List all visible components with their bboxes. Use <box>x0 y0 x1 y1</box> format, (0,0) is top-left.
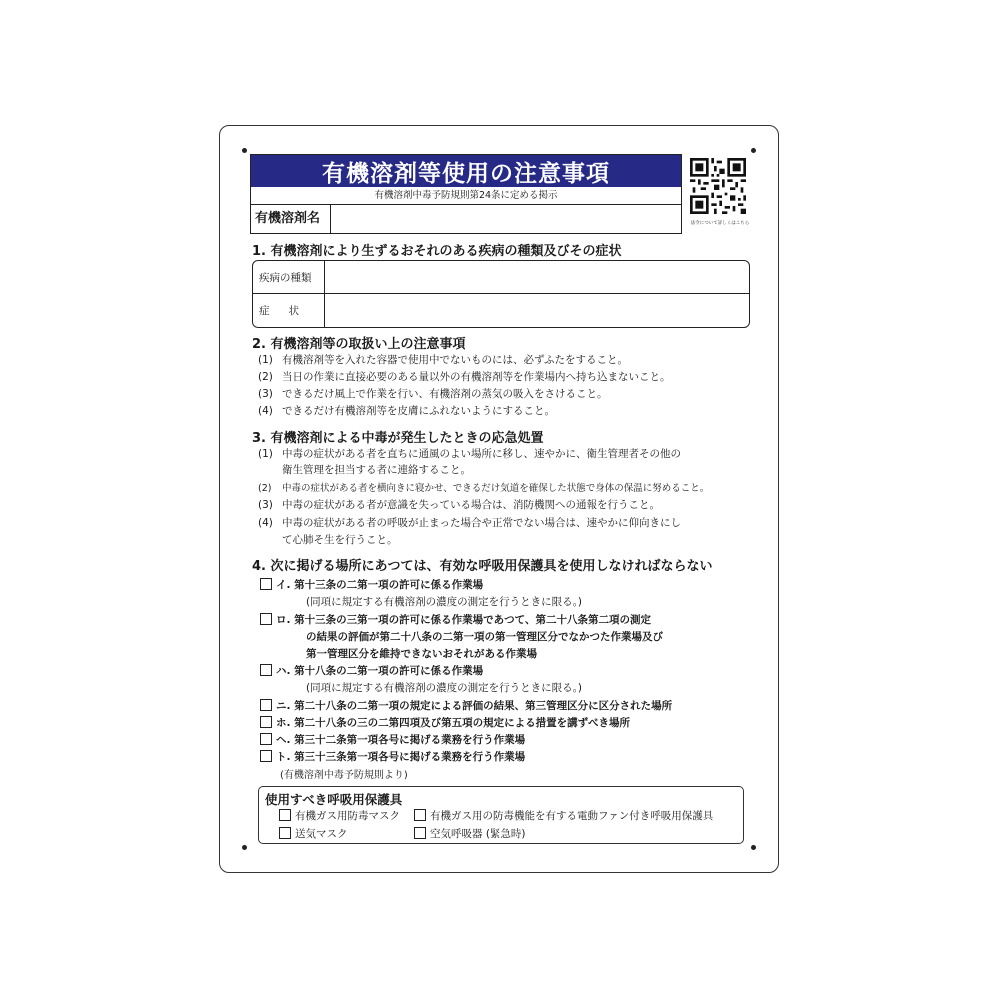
checkbox[interactable] <box>260 699 272 711</box>
notice-sign <box>219 125 779 873</box>
checklist-item-i: イ. 第十三条の二第一項の許可に係る作業場 <box>260 577 483 592</box>
checklist-item-ro: ロ. 第十三条の三第一項の許可に係る作業場であつて、第二十八条第二項の測定 <box>260 612 651 627</box>
list-item: (2) 当日の作業に直接必要のある量以外の有機溶剤等を作業場内へ持ち込まないこと。 <box>258 371 671 383</box>
list-item: (3) 中毒の症状がある者が意識を失っている場合は、消防機関への通報を行うこと。 <box>258 499 660 511</box>
list-item-continued: て心肺そ生を行うこと。 <box>282 534 398 546</box>
ppe-option: 有機ガス用防毒マスク <box>279 808 400 823</box>
sign-header <box>250 154 682 234</box>
subtitle: 有機溶剤中毒予防規則第24条に定める掲示 <box>251 188 681 205</box>
mounting-hole <box>242 845 247 850</box>
list-item-continued: 衛生管理を担当する者に連絡すること。 <box>282 464 471 476</box>
checkbox[interactable] <box>260 664 272 676</box>
list-item: (4) 中毒の症状がある者の呼吸が止まった場合や正常でない場合は、速やかに仰向きにし <box>258 517 681 529</box>
section3-heading: 3. 有機溶剤による中毒が発生したときの応急処置 <box>252 431 544 446</box>
disease-row <box>253 261 749 294</box>
symptom-row <box>253 293 749 327</box>
checklist-item-ni: ニ. 第二十八条の二第一項の規定による評価の結果、第三管理区分に区分された場所 <box>260 698 672 713</box>
source-note: (有機溶剤中毒予防規則より) <box>280 770 408 781</box>
section4-heading: 4. 次に掲げる場所にあつては、有効な呼吸用保護具を使用しなければならない <box>252 559 713 574</box>
checklist-item-ha: ハ. 第十八条の二第一項の許可に係る作業場 <box>260 663 483 678</box>
list-item: (4) できるだけ有機溶剤等を皮膚にふれないようにすること。 <box>258 405 555 417</box>
checklist-item-ho: ホ. 第二十八条の三の二第四項及び第五項の規定による措置を講ずべき場所 <box>260 715 630 730</box>
mounting-hole <box>242 148 247 153</box>
checklist-item-he: ヘ. 第三十二条第一項各号に掲げる業務を行う作業場 <box>260 732 525 747</box>
checkbox[interactable] <box>260 733 272 745</box>
disease-label: 疾病の種類 <box>253 261 325 293</box>
ppe-option: 送気マスク <box>279 826 348 841</box>
ppe-option: 空気呼吸器 (緊急時) <box>414 826 526 841</box>
checklist-note: (同項に規定する有機溶剤の濃度の測定を行うときに限る。) <box>306 596 582 608</box>
solvent-name-label: 有機溶剤名 <box>251 205 331 233</box>
checkbox[interactable] <box>260 750 272 762</box>
list-item: (1) 中毒の症状がある者を直ちに通風のよい場所に移し、速やかに、衛生管理者その他の <box>258 448 681 460</box>
list-item: (2) 中毒の症状がある者を横向きに寝かせ、できるだけ気道を確保した状態で身体の保温に努めること。 <box>258 483 710 494</box>
checklist-note: (同項に規定する有機溶剤の濃度の測定を行うときに限る。) <box>306 682 582 694</box>
checklist-item-continued: の結果の評価が第二十八条の二第一項の第一管理区分でなかつた作業場及び <box>306 631 663 643</box>
checkbox[interactable] <box>260 716 272 728</box>
checkbox[interactable] <box>279 827 291 839</box>
checklist-item-continued: 第一管理区分を維持できないおそれがある作業場 <box>306 648 537 660</box>
checkbox[interactable] <box>414 827 426 839</box>
qr-caption: 法令について詳しくはこちら <box>690 221 750 226</box>
section1-heading: 1. 有機溶剤により生ずるおそれのある疾病の種類及びその症状 <box>252 244 622 259</box>
checkbox[interactable] <box>414 809 426 821</box>
section2-heading: 2. 有機溶剤等の取扱い上の注意事項 <box>252 337 466 352</box>
list-item: (3) できるだけ風上で作業を行い、有機溶剤の蒸気の吸入をさけること。 <box>258 388 608 400</box>
ppe-box <box>258 786 744 844</box>
disease-table <box>252 260 750 328</box>
ppe-title: 使用すべき呼吸用保護具 <box>265 792 403 807</box>
mounting-hole <box>751 148 756 153</box>
symptom-label: 症状 <box>259 304 318 317</box>
ppe-option: 有機ガス用の防毒機能を有する電動ファン付き呼吸用保護具 <box>414 808 713 823</box>
title-bar <box>251 155 681 187</box>
qr-block <box>688 154 752 234</box>
list-item: (1) 有機溶剤等を入れた容器で使用中でないものには、必ずふたをすること。 <box>258 354 628 366</box>
qr-code-icon <box>690 158 746 214</box>
checklist-item-to: ト. 第三十三条第一項各号に掲げる業務を行う作業場 <box>260 749 525 764</box>
mounting-hole <box>751 845 756 850</box>
checkbox[interactable] <box>260 613 272 625</box>
checkbox[interactable] <box>260 578 272 590</box>
checkbox[interactable] <box>279 809 291 821</box>
page-title: 有機溶剤等使用の注意事項 <box>322 160 610 187</box>
